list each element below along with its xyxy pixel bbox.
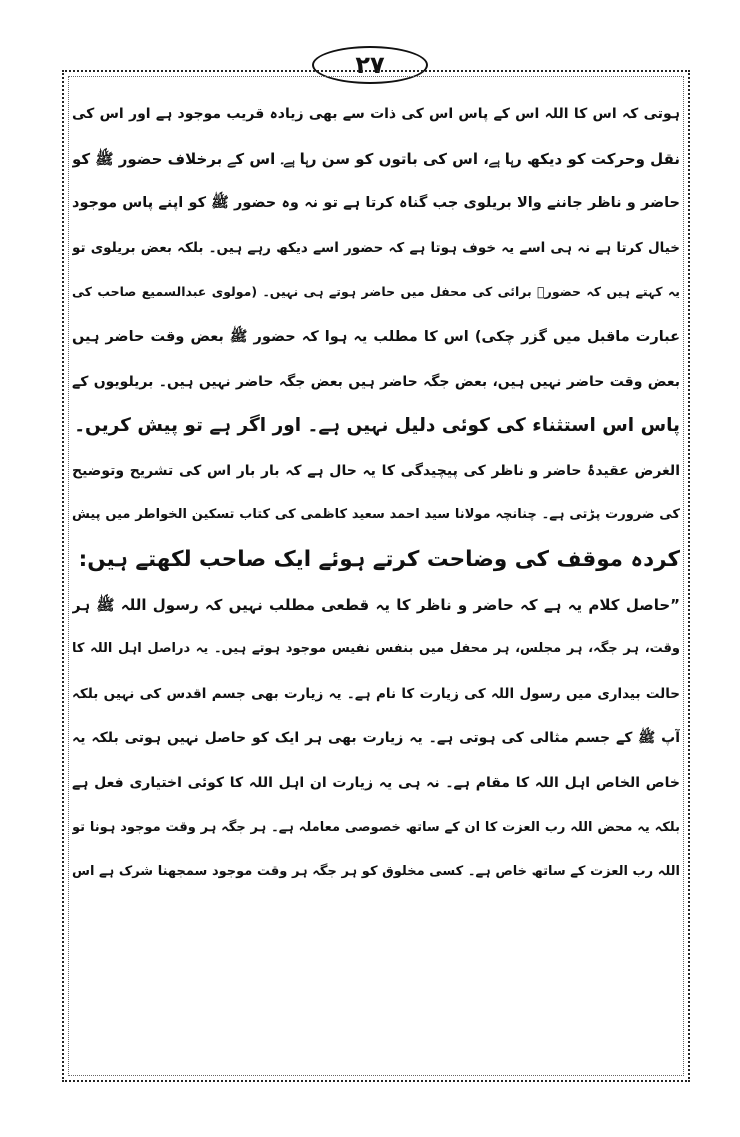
text-line: ہوتی کہ اس کا اللہ اس کے پاس اس کی ذات سے بھی زیادہ قریب موجود ہے اور اس کی — [72, 106, 680, 122]
quote-line: بلکہ یہ محض اللہ رب العزت کا ان کے ساتھ خصوصی معاملہ ہے۔ ہر جگہ ہر وقت موجود ہونا تو — [72, 819, 680, 835]
text-line: پاس اس استثناء کی کوئی دلیل نہیں ہے۔ اور اگر ہے تو پیش کریں۔ — [74, 415, 680, 437]
page-number: ۲۷ — [312, 46, 428, 84]
text-line: عبارت ماقبل میں گزر چکی) اس کا مطلب یہ ہوا کہ حضور ﷺ بعض وقت حاضر ہیں — [72, 328, 680, 345]
text-line: کی ضرورت پڑتی ہے۔ چنانچہ مولانا سید احمد سعید کاظمی کی کتاب تسکین الخواطر میں پیش — [72, 507, 680, 523]
quote-line: آپ ﷺ کے جسم مثالی کی ہوتی ہے۔ یہ زیارت بھی ہر ایک کو حاصل نہیں ہوتی بلکہ یہ — [72, 730, 680, 747]
body-text — [72, 92, 680, 895]
quote-line: خاص الخاص اہل اللہ کا مقام ہے۔ نہ ہی یہ زیارت ان اہل اللہ کا کوئی اختیاری فعل ہے — [72, 774, 680, 791]
text-line: کردہ موقف کی وضاحت کرتے ہوئے ایک صاحب لکھتے ہیں: — [78, 546, 680, 572]
text-line: خیال کرتا ہے نہ ہی اسے یہ خوف ہوتا ہے کہ حضور اسے دیکھ رہے ہیں۔ بلکہ بعض بریلوی تو — [72, 239, 680, 256]
text-line: حاضر و ناظر جاننے والا بریلوی جب گناہ کرتا ہے تو نہ وہ حضور ﷺ کو اپنے پاس موجود — [72, 195, 680, 212]
text-line: الغرض عقیدۂ حاضر و ناظر کی پیچیدگی کا یہ حال ہے کہ بار بار اس کی تشریح وتوضیح — [72, 462, 680, 479]
quote-line: اللہ رب العزت کے ساتھ خاص ہے۔ کسی مخلوق کو ہر جگہ ہر وقت موجود سمجھنا شرک ہے اس — [72, 864, 680, 880]
quote-line: ”حاصل کلام یہ ہے کہ حاضر و ناظر کا یہ قطعی مطلب نہیں کہ رسول اللہ ﷺ ہر — [72, 595, 680, 614]
quote-line: حالت بیداری میں رسول اللہ کی زیارت کا نام ہے۔ یہ زیارت بھی جسم اقدس کی نہیں بلکہ — [72, 685, 680, 702]
text-line: بعض وقت حاضر نہیں ہیں، بعض جگہ حاضر ہیں بعض جگہ حاضر نہیں ہیں۔ بریلویوں کے — [72, 373, 680, 390]
text-line: یہ کہتے ہیں کہ حضورؐ برائی کی محفل میں حاضر ہوتے ہی نہیں۔ (مولوی عبدالسمیع صاحب کی — [72, 284, 680, 300]
quote-line: وقت، ہر جگہ، ہر مجلس، ہر محفل میں بنفس نفیس موجود ہوتے ہیں۔ یہ دراصل اہل اللہ کا — [72, 641, 680, 657]
text-line: نقل وحرکت کو دیکھ رہا ہے، اس کی باتوں کو سن رہا ہے۔ اس کے برخلاف حضور ﷺ کو — [72, 149, 680, 168]
